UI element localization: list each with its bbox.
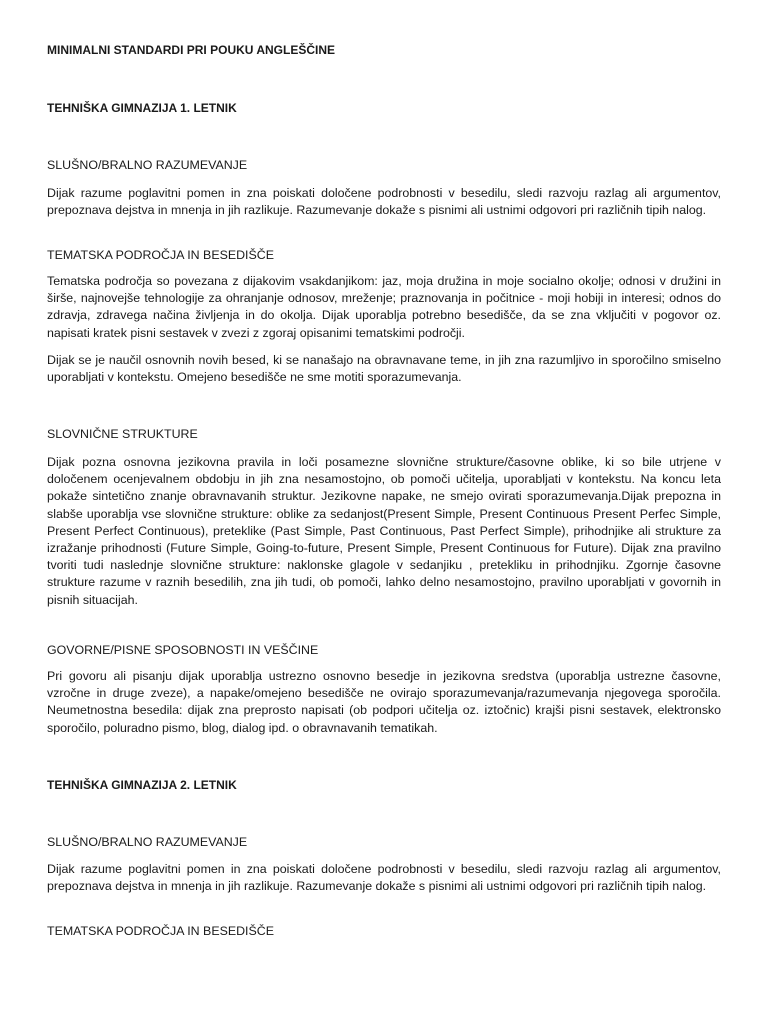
- grade-1-topics-paragraph: Tematska področja so povezana z dijakovim vsakdanjikom: jaz, moja družina in moje socialno okolje; odnosi v družini in širše, najnovejše tehnologije za ohranjanje odnosov, mreženje; praznovanja in počitnice - moji hobiji in interesi; odnos do zdravja, zdravega načina življenja in do okolja. Dijak uporablja potrebno besedišče, da se zna vključiti v pogovor oz. napisati kratek pisni sestavek v zvezi z zgoraj opisanimi tematskimi področji.: [47, 274, 721, 340]
- grade-1-listening-heading: SLUŠNO/BRALNO RAZUMEVANJE: [47, 158, 248, 172]
- document-title: MINIMALNI STANDARDI PRI POUKU ANGLEŠČINE: [47, 43, 335, 57]
- grade-2-heading: TEHNIŠKA GIMNAZIJA 2. LETNIK: [47, 778, 237, 792]
- grade-1-listening-paragraph: Dijak razume poglavitni pomen in zna poiskati določene podrobnosti v besedilu, sledi razvoju razlag ali argumentov, prepoznava dejstva in mnenja in jih razlikuje. Razumevanje dokaže s pisnimi ali ustnimi odgovori pri različnih tipih nalog.: [47, 186, 721, 218]
- grade-1-speaking-paragraph: Pri govoru ali pisanju dijak uporablja ustrezno osnovno besedje in jezikovna sredstva (uporablja ustrezne časovne, vzročne in druge zveze), a napake/omejeno besedišče ne ovirajo sporazumevanja/razumevanja njegovega sporočila. Neumetnostna besedila: dijak zna preprosto napisati (ob podpori učitelja oz. iztočnic) krajši pisni sestavek, elektronsko sporočilo, poluradno pismo, blog, dialog ipd. o obravnavanih tematikah.: [47, 669, 721, 735]
- grade-2-topics-heading: TEMATSKA PODROČJA IN BESEDIŠČE: [47, 924, 274, 938]
- grade-1-grammar-paragraph: Dijak pozna osnovna jezikovna pravila in loči posamezne slovnične strukture/časovne oblike, ki so bile utrjene v določenem ocenjevalnem obdobju in jih zna nesamostojno, ob pomoči učitelja, uporabljati v kontekstu. Na koncu leta pokaže sintetično znanje obravnavanih struktur. Jezikovne napake, ne smejo ovirati sporazumevanja.Dijak prepozna in slabše uporablja vse slovnične strukture: oblike za sedanjost(Present Simple, Present Continuous Present Perfec Simple, Present Perfect Continuous), preteklike (Past Simple, Past Continuous, Past Perfect Simple), prihodnjike ali strukture za izražanje prihodnosti (Future Simple, Going-to-future, Present Simple, Present Continuous for Future). Dijak zna pravilno tvoriti tudi naslednje slovnične strukture: naklonske glagole v sedanjiku , pretekliku in prihodnjiku. Zgornje časovne strukture razume v raznih besedilih, zna jih tudi, ob pomoči, lahko delno nesamostojno, pravilno uporabljati v govornih in pisnih situacijah.: [47, 455, 721, 607]
- grade-1-heading: TEHNIŠKA GIMNAZIJA 1. LETNIK: [47, 101, 237, 115]
- grade-2-listening-heading: SLUŠNO/BRALNO RAZUMEVANJE: [47, 835, 248, 849]
- grade-1-vocabulary-paragraph: Dijak se je naučil osnovnih novih besed, ki se nanašajo na obravnavane teme, in jih zna razumljivo in sporočilno smiselno uporabljati v kontekstu. Omejeno besedišče ne sme motiti sporazumevanja.: [47, 353, 721, 385]
- grade-1-topics-heading: TEMATSKA PODROČJA IN BESEDIŠČE: [47, 248, 274, 262]
- grade-1-speaking-heading: GOVORNE/PISNE SPOSOBNOSTI IN VEŠČINE: [47, 643, 319, 657]
- grade-1-grammar-heading: SLOVNIČNE STRUKTURE: [47, 427, 198, 441]
- grade-2-listening-paragraph: Dijak razume poglavitni pomen in zna poiskati določene podrobnosti v besedilu, sledi razvoju razlag ali argumentov, prepoznava dejstva in mnenja in jih razlikuje. Razumevanje dokaže s pisnimi ali ustnimi odgovori pri različnih tipih nalog.: [47, 862, 721, 894]
